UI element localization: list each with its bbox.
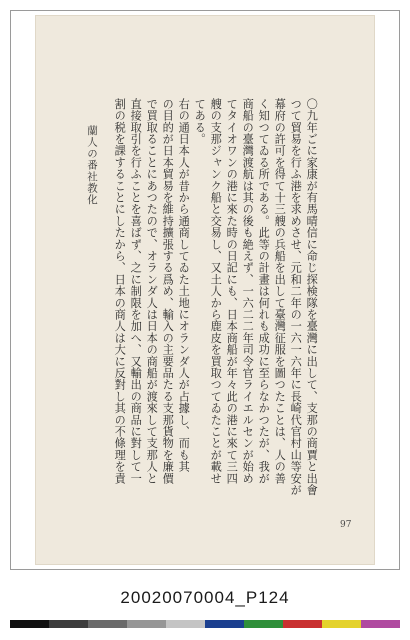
- color-swatch: [244, 620, 283, 628]
- text-column: 幕府の許可を得て十三艘の兵船を出して臺灣征服を圖つたことは、人の善: [273, 98, 287, 485]
- text-column: 割の税を課することにしたから、日本の商人は大に反對し其の不條理を責: [113, 98, 127, 485]
- text-column: 右の通日本人が昔から通商してゐた土地にオランダ人が占據し、而も其: [177, 98, 191, 473]
- color-swatch: [283, 620, 322, 628]
- color-swatch: [166, 620, 205, 628]
- text-column: 商船の臺灣渡航は其の後も絶えず、一六二二年司令官ライエルセンが始め: [241, 98, 255, 485]
- text-column: で買取ることにあつたので、オランダ人は日本の商船が渡來して支那人と: [145, 98, 159, 485]
- text-column: 〇九年ごに家康が有馬晴信に命じ探検隊を臺灣に出して、支那の商賈と出會: [305, 98, 319, 496]
- color-swatch: [10, 620, 49, 628]
- text-column: の目的が日本貿易を維持擴張する爲め、輸入の主要品たる支那貨物を廉價: [161, 98, 175, 485]
- color-swatch: [127, 620, 166, 628]
- text-column: つて貿易を行ふ港を求めさせ、元和二年の一六一六年に長崎代官村山等安が: [289, 98, 303, 496]
- color-swatch: [205, 620, 244, 628]
- text-column: 艘の支那ジャンク船と交易し、又土人から鹿皮を買取つてゐたことが載せ: [209, 98, 223, 485]
- color-swatch: [88, 620, 127, 628]
- book-page: [35, 15, 375, 565]
- text-column: く知つてゐる所である。此等の計畫は何れも成功に至らなかつたが、我が: [257, 98, 271, 485]
- text-column: てタイオワンの港に來た時の日記にも、日本商船が年々此の港に來て三四: [225, 98, 239, 485]
- page-number: 97: [340, 520, 352, 530]
- color-swatch: [49, 620, 88, 628]
- catalog-id: 20020070004_P124: [120, 588, 290, 607]
- color-calibration-bar: [10, 620, 400, 628]
- text-column: 直接取引を行ふことを喜ばず、之に制限を加へ、又輸出の商品に對して一: [129, 98, 143, 485]
- color-swatch: [322, 620, 361, 628]
- text-column: てある。: [193, 98, 207, 145]
- color-swatch: [361, 620, 400, 628]
- running-head: 蘭人の番社教化: [86, 125, 98, 206]
